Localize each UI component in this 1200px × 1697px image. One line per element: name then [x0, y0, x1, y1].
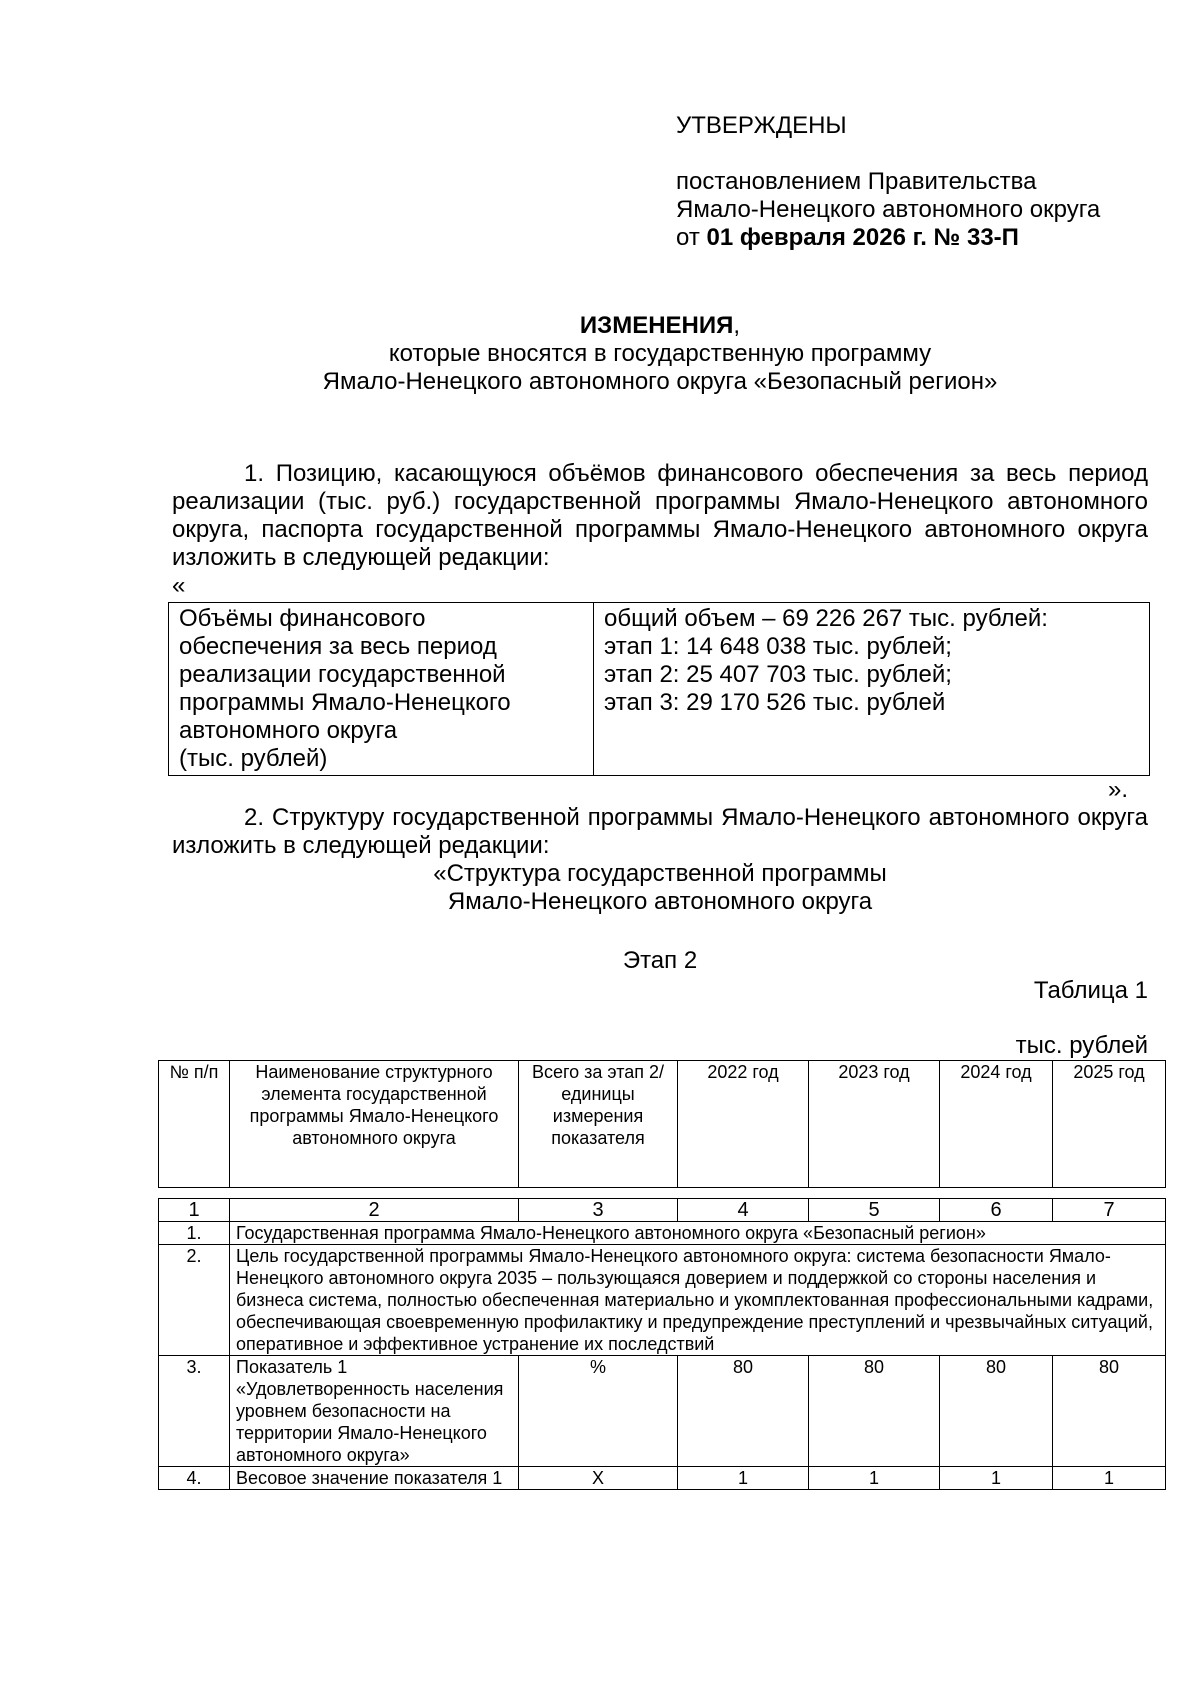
approval-line-1: постановлением Правительства — [676, 168, 1037, 195]
header-cell-2024: 2024 год — [940, 1061, 1053, 1188]
structure-title — [172, 860, 1148, 916]
row-text: Цель государственной программы Ямало-Ненецкого автономного округа: система безопасности Ямало-Ненецкого автономного округа 2035 – пользующаяся доверием и поддержкой со стороны населения и бизнеса система, полностью обеспеченная материально и укомплектованная профессиональными кадрами, обеспечивающая своевременную профилактику и предупреждение преступлений и чрезвычайных ситуаций, оперативное и эффективное устранение их последствий — [230, 1245, 1166, 1356]
table-row — [159, 1245, 1166, 1356]
header-cell-2025: 2025 год — [1053, 1061, 1166, 1188]
row-value-2024: 1 — [940, 1467, 1053, 1490]
column-number: 3 — [519, 1199, 678, 1222]
financing-value-cell — [594, 603, 1150, 776]
heading-title-text: ИЗМЕНЕНИЯ — [579, 312, 734, 339]
financing-label-line: автономного округа — [179, 717, 398, 744]
row-number: 1. — [159, 1222, 230, 1245]
approval-date — [676, 224, 1100, 252]
row-value-2022: 80 — [678, 1356, 809, 1467]
column-number: 7 — [1053, 1199, 1166, 1222]
item-1-quote-open: « — [172, 572, 186, 599]
row-total: % — [519, 1356, 678, 1467]
financing-value-line: общий объем – 69 226 267 тыс. рублей: — [604, 605, 1048, 632]
row-value-2023: 80 — [809, 1356, 940, 1467]
financing-table — [168, 602, 1150, 776]
row-number: 4. — [159, 1467, 230, 1490]
header-cell-2023: 2023 год — [809, 1061, 940, 1188]
structure-title-line-1: «Структура государственной программы — [433, 860, 887, 887]
financing-label-line: обеспечения за весь период — [179, 633, 497, 660]
structure-table-header — [158, 1060, 1166, 1188]
financing-label-line: программы Ямало-Ненецкого — [179, 689, 511, 716]
column-number-row — [159, 1199, 1166, 1222]
heading-line-2: которые вносятся в государственную программу — [388, 340, 932, 367]
financing-label-cell — [169, 603, 594, 776]
row-value-2025: 1 — [1053, 1467, 1166, 1490]
header-row — [159, 1061, 1166, 1188]
approval-title: УТВЕРЖДЕНЫ — [676, 112, 847, 139]
header-cell-num: № п/п — [159, 1061, 230, 1188]
header-cell-name: Наименование структурного элемента государственной программы Ямало-Ненецкого автономного округа — [230, 1061, 519, 1188]
column-number: 5 — [809, 1199, 940, 1222]
approval-date-value: 01 февраля 2026 г. № 33-П — [706, 224, 1019, 251]
header-cell-2022: 2022 год — [678, 1061, 809, 1188]
table-row — [159, 1467, 1166, 1490]
table-number: Таблица 1 — [1033, 977, 1148, 1004]
column-number: 2 — [230, 1199, 519, 1222]
approval-date-prefix: от — [676, 224, 700, 251]
financing-value-line: этап 2: 25 407 703 тыс. рублей; — [604, 661, 952, 688]
column-number: 4 — [678, 1199, 809, 1222]
financing-value-line: этап 3: 29 170 526 тыс. рублей — [604, 689, 946, 716]
structure-table-body — [158, 1198, 1166, 1490]
financing-label-line: (тыс. рублей) — [179, 745, 328, 772]
approval-stamp — [676, 112, 1100, 252]
table-units: тыс. рублей — [1015, 1032, 1148, 1059]
header-cell-total: Всего за этап 2/ единицы измерения показателя — [519, 1061, 678, 1188]
financing-label-line: Объёмы финансового — [179, 605, 426, 632]
row-value-2025: 80 — [1053, 1356, 1166, 1467]
row-number: 3. — [159, 1356, 230, 1467]
item-2-text: 2. Структуру государственной программы Ямало-Ненецкого автономного округа изложить в следующей редакции: — [172, 804, 1148, 859]
financing-value-line: этап 1: 14 648 038 тыс. рублей; — [604, 633, 952, 660]
approval-line-2: Ямало-Ненецкого автономного округа — [676, 196, 1101, 223]
row-total: Х — [519, 1467, 678, 1490]
row-value-2022: 1 — [678, 1467, 809, 1490]
column-number: 1 — [159, 1199, 230, 1222]
row-value-2023: 1 — [809, 1467, 940, 1490]
table-row — [159, 1356, 1166, 1467]
financing-label-line: реализации государственной — [179, 661, 506, 688]
heading-title-suffix: , — [733, 312, 741, 339]
row-value-2024: 80 — [940, 1356, 1053, 1467]
item-1-quote-close: ». — [1108, 776, 1129, 803]
financing-row — [169, 603, 1150, 776]
structure-title-line-2: Ямало-Ненецкого автономного округа — [447, 888, 873, 915]
heading-title — [172, 312, 1148, 340]
document-heading — [172, 312, 1148, 396]
stage-label: Этап 2 — [622, 947, 698, 974]
row-number: 2. — [159, 1245, 230, 1356]
table-row — [159, 1222, 1166, 1245]
item-1-text: 1. Позицию, касающуюся объёмов финансового обеспечения за весь период реализации (тыс. руб.) государственной программы Ямало-Ненецкого автономного округа, паспорта государственной программы Ямало-Ненецкого автономного округа изложить в следующей редакции: — [172, 460, 1148, 571]
row-name: Показатель 1 «Удовлетворенность населения уровнем безопасности на территории Ямало-Ненецкого автономного округа» — [230, 1356, 519, 1467]
heading-line-3: Ямало-Ненецкого автономного округа «Безопасный регион» — [322, 368, 998, 395]
row-text: Государственная программа Ямало-Ненецкого автономного округа «Безопасный регион» — [230, 1222, 1166, 1245]
column-number: 6 — [940, 1199, 1053, 1222]
row-name: Весовое значение показателя 1 — [230, 1467, 519, 1490]
